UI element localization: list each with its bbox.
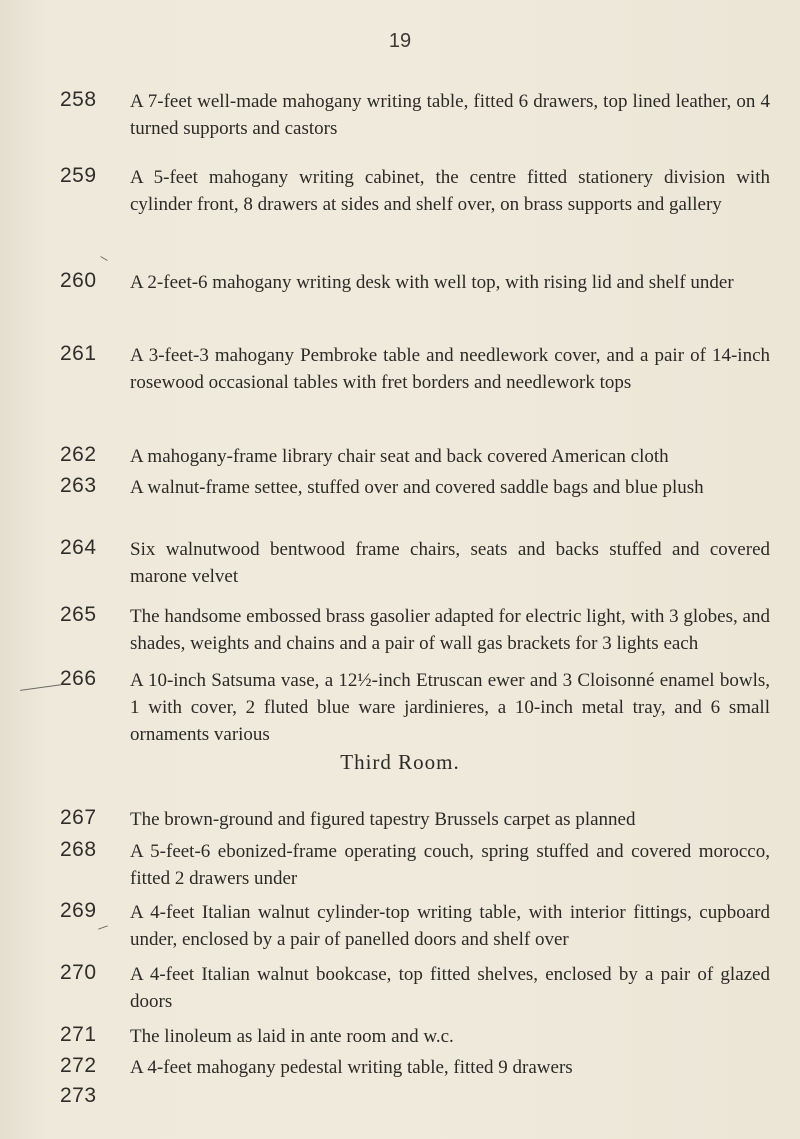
lot-description: A 5-feet-6 ebonized-frame operating couch, spring stuffed and covered morocco, fitted 2 drawers under xyxy=(130,841,770,889)
lot-number: 264 xyxy=(60,536,97,559)
lot-description: The brown-ground and figured tapestry Brussels carpet as planned xyxy=(130,809,636,830)
lot-number: 271 xyxy=(60,1023,97,1046)
lot-number: 272 xyxy=(60,1054,97,1077)
lot-description: A 4-feet Italian walnut cylinder-top writing table, with interior fittings, cupboard under, enclosed by a pair of panelled doors and shelf over xyxy=(130,902,770,950)
lot-description: The handsome embossed brass gasolier adapted for electric light, with 3 globes, and shades, weights and chains and a pair of wall gas brackets for 3 lights each xyxy=(130,606,770,654)
lot-description: A 2-feet-6 mahogany writing desk with well top, with rising lid and shelf under xyxy=(130,272,734,293)
lot-description: A 4-feet Italian walnut bookcase, top fitted shelves, enclosed by a pair of glazed doors xyxy=(130,964,770,1012)
lot-number: 266 xyxy=(60,667,97,690)
lot-description: A mahogany-frame library chair seat and back covered American cloth xyxy=(130,446,669,467)
lot-description: The linoleum as laid in ante room and w.c. xyxy=(130,1026,454,1047)
lot-number: 269 xyxy=(60,899,97,922)
lot-number: 259 xyxy=(60,164,97,187)
lot-number: 262 xyxy=(60,443,97,466)
lot-description: A walnut-frame settee, stuffed over and covered saddle bags and blue plush xyxy=(130,477,704,498)
lot-number: 268 xyxy=(60,838,97,861)
lot-description: A 5-feet mahogany writing cabinet, the centre fitted stationery division with cylinder front, 8 drawers at sides and shelf over, on brass supports and gallery xyxy=(130,167,770,215)
lot-description: A 3-feet-3 mahogany Pembroke table and needlework cover, and a pair of 14-inch rosewood occasional tables with fret borders and needlework tops xyxy=(130,345,770,393)
lot-number: 263 xyxy=(60,474,97,497)
lot-number: 265 xyxy=(60,603,97,626)
section-heading: Third Room. xyxy=(340,750,460,774)
lot-number: 273 xyxy=(60,1084,97,1107)
lot-description: Six walnutwood bentwood frame chairs, seats and backs stuffed and covered marone velvet xyxy=(130,539,770,587)
lot-description: A 10-inch Satsuma vase, a 12½-inch Etruscan ewer and 3 Cloisonné enamel bowls, 1 with cover, 2 fluted blue ware jardinieres, a 10-inch metal tray, and 6 small ornaments various xyxy=(130,670,770,745)
lot-description: A 7-feet well-made mahogany writing table, fitted 6 drawers, top lined leather, on 4 turned supports and castors xyxy=(130,91,770,139)
pencil-mark xyxy=(98,925,108,929)
lot-number: 270 xyxy=(60,961,97,984)
page-number: 19 xyxy=(388,30,412,52)
pencil-mark xyxy=(20,684,62,691)
lot-number: 267 xyxy=(60,806,97,829)
pencil-mark xyxy=(100,256,107,261)
lot-number: 261 xyxy=(60,342,97,365)
lot-description: A 4-feet mahogany pedestal writing table, fitted 9 drawers xyxy=(130,1057,573,1078)
lot-number: 258 xyxy=(60,88,97,111)
lot-number: 260 xyxy=(60,269,97,292)
